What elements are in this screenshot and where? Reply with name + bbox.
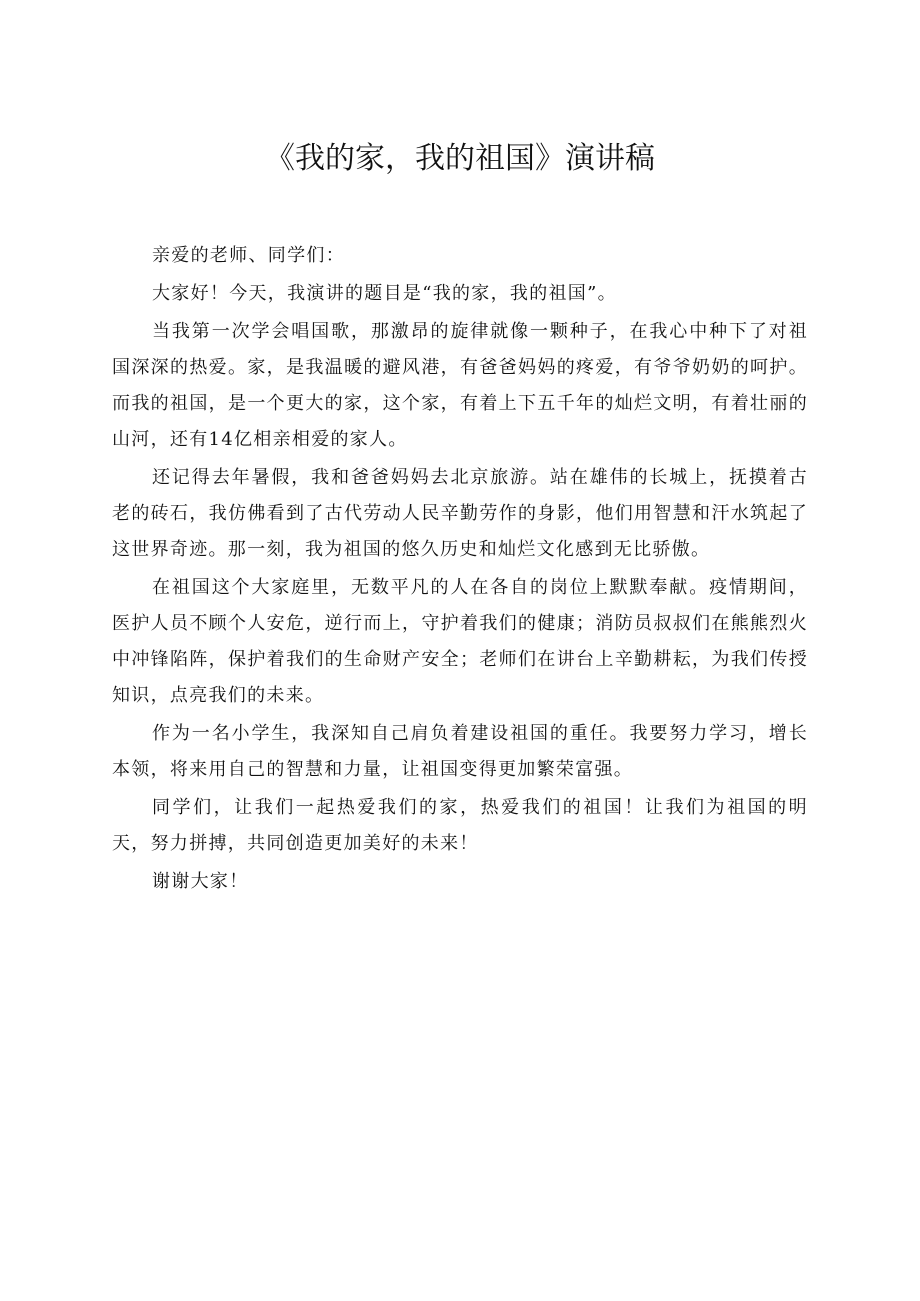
speech-body <box>112 238 808 902</box>
body-paragraph-2: 还记得去年暑假，我和爸爸妈妈去北京旅游。站在雄伟的长城上，抚摸着古老的砖石，我仿佛看到了古代劳动人民辛勤劳作的身影，他们用智慧和汗水筑起了这世界奇迹。那一刻，我为祖国的悠久历史和灿烂文化感到无比骄傲。 <box>112 467 808 560</box>
body-paragraph-3: 在祖国这个大家庭里，无数平凡的人在各自的岗位上默默奉献。疫情期间，医护人员不顾个人安危，逆行而上，守护着我们的健康；消防员叔叔们在熊熊烈火中冲锋陷阵，保护着我们的生命财产安全；老师们在讲台上辛勤耕耘，为我们传授知识，点亮我们的未来。 <box>112 577 808 706</box>
body-paragraph-4: 作为一名小学生，我深知自己肩负着建设祖国的重任。我要努力学习，增长本领，将来用自己的智慧和力量，让祖国变得更加繁荣富强。 <box>112 723 808 780</box>
document-title: 《我的家，我的祖国》演讲稿 <box>265 141 655 176</box>
salutation-paragraph: 亲爱的老师、同学们： <box>152 245 345 266</box>
thanks-paragraph: 谢谢大家！ <box>152 871 249 892</box>
closing-paragraph: 同学们，让我们一起热爱我们的家，热爱我们的祖国！让我们为祖国的明天，努力拼搏，共同创造更加美好的未来！ <box>112 797 808 854</box>
body-paragraph-1: 当我第一次学会唱国歌，那激昂的旋律就像一颗种子，在我心中种下了对祖国深深的热爱。家，是我温暖的避风港，有爸爸妈妈的疼爱，有爷爷奶奶的呵护。而我的祖国，是一个更大的家，这个家，有着上下五千年的灿烂文明，有着壮丽的山河，还有14亿相亲相爱的家人。 <box>112 321 808 450</box>
greeting-paragraph: 大家好！今天，我演讲的题目是“我的家，我的祖国”。 <box>152 283 617 304</box>
